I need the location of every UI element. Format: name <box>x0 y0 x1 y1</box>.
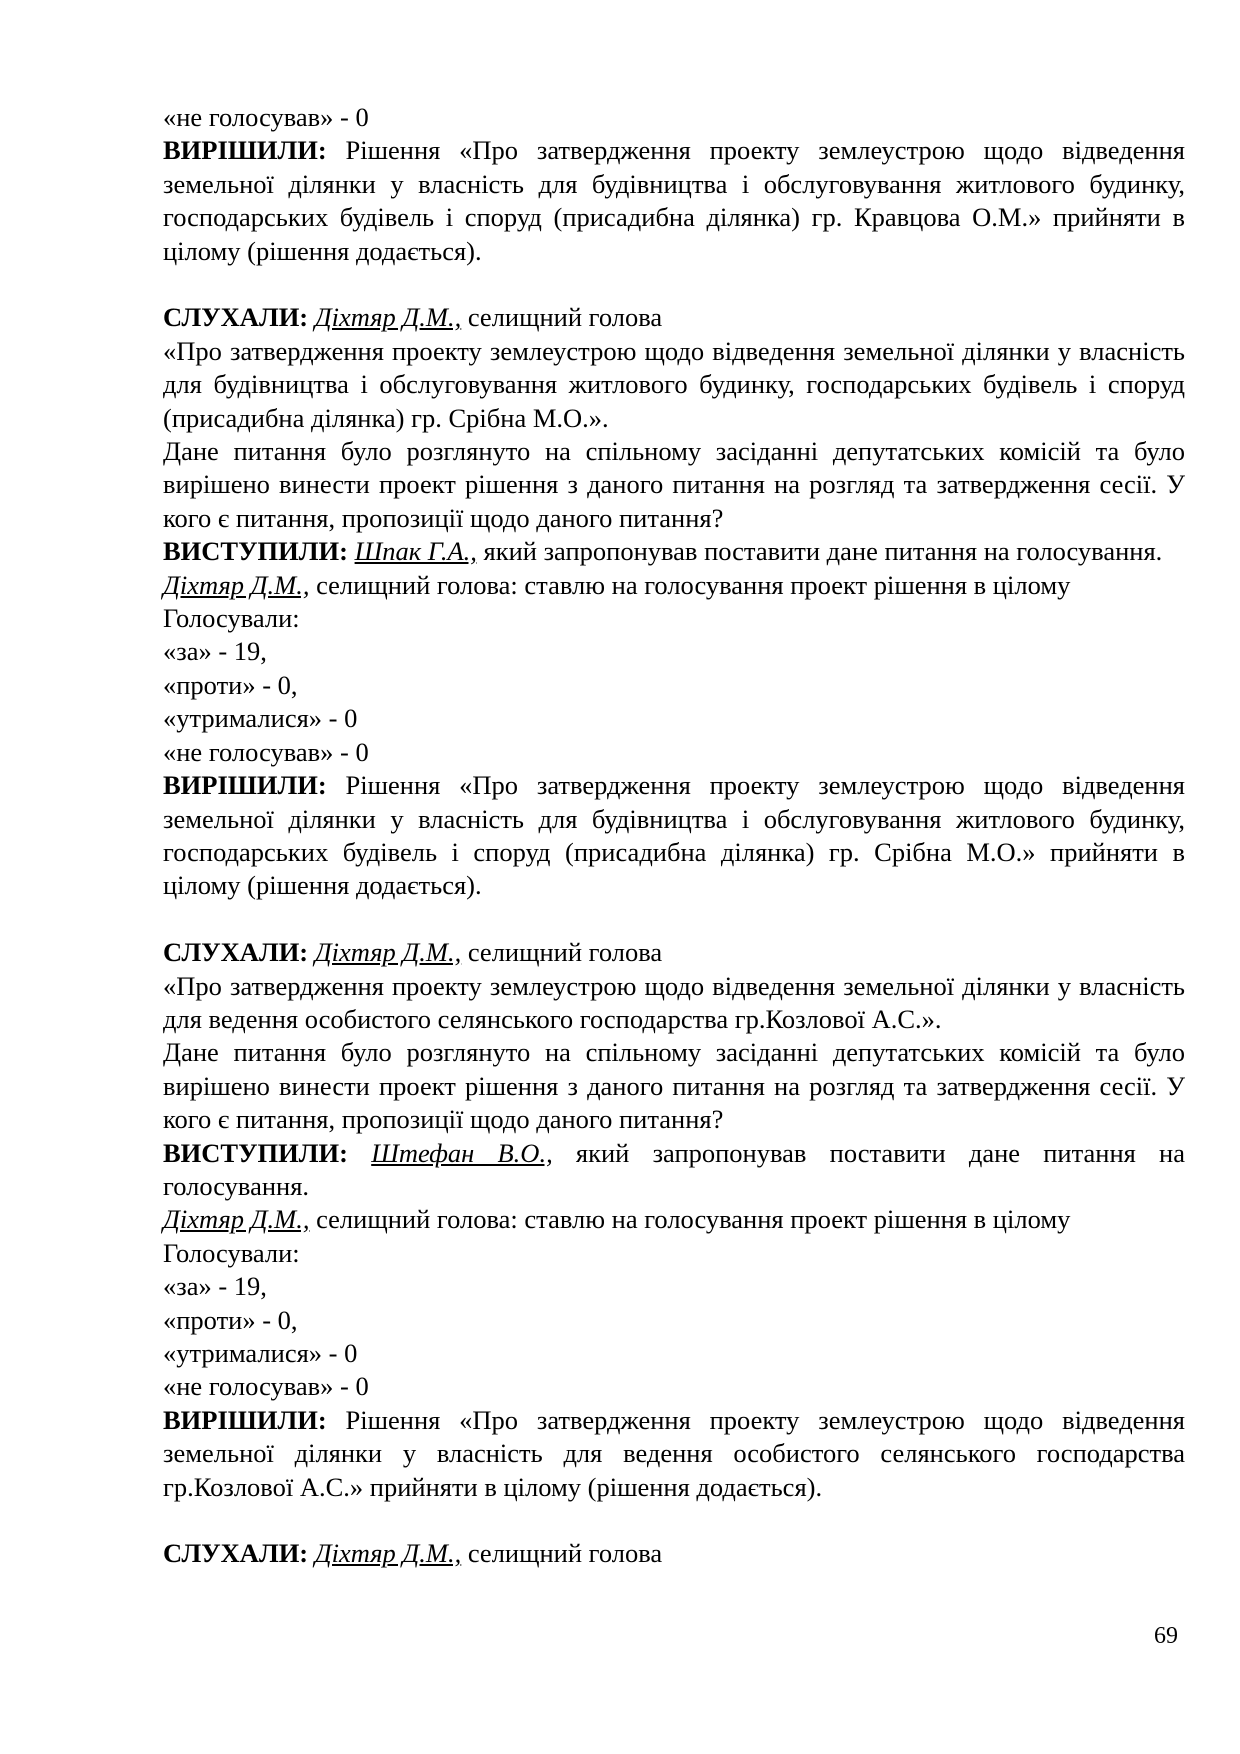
heard-label: СЛУХАЛИ: <box>163 937 309 968</box>
speaker-role: селищний голова <box>461 1538 663 1569</box>
spoke-name: Шпак Г.А., <box>354 536 477 567</box>
heard-label: СЛУХАЛИ: <box>163 1538 309 1569</box>
spoke-paragraph <box>163 1137 1185 1204</box>
section-gap <box>163 268 1185 301</box>
heard-line <box>163 936 1185 969</box>
vote-abstain: «утрималися» - 0 <box>163 703 358 734</box>
speaker-role: селищний голова <box>461 937 663 968</box>
chair-line <box>163 1203 1185 1236</box>
vote-for: «за» - 19, <box>163 636 267 667</box>
vote-against: «проти» - 0, <box>163 669 298 700</box>
spoke-label: ВИСТУПИЛИ: <box>163 536 348 567</box>
votes-title: Голосували: <box>163 1237 300 1268</box>
decision-text: Рішення «Про затвердження проекту землеустрою щодо відведення земельної ділянки у власність для ведення особистого селянського господарства гр.Козлової А.С.» прийняти в цілому (рішення додається). <box>163 1404 1185 1502</box>
vote-against: «проти» - 0, <box>163 1304 298 1335</box>
spoke-text: який запропонував поставити дане питання на голосування. <box>476 536 1163 567</box>
intro-paragraph: Дане питання було розглянуто на спільному засіданні депутатських комісій та було вирішено винести проект рішення з даного питання на розгляд та затвердження сесії. У кого є питання, пропозиції щодо даного питання? <box>163 436 1185 533</box>
decision-text: Рішення «Про затвердження проекту землеустрою щодо відведення земельної ділянки у власність для будівництва і обслуговування житлового будинку, господарських будівель і споруд (присадибна ділянка) гр. Кравцова О.М.» прийняти в цілому (рішення додається). <box>163 135 1185 266</box>
decided-label: ВИРІШИЛИ: <box>163 1404 327 1435</box>
document-page <box>163 101 1185 1571</box>
speaker-role: селищний голова <box>461 302 663 333</box>
section-gap <box>163 1504 1185 1537</box>
vote-none-line: «не голосував» - 0 <box>163 102 369 132</box>
decision-paragraph <box>163 1404 1185 1504</box>
decision-text: Рішення «Про затвердження проекту землеустрою щодо відведення земельної ділянки у власність для будівництва і обслуговування житлового будинку, господарських будівель і споруд (присадибна ділянка) гр. Срібна М.О.» прийняти в цілому (рішення додається). <box>163 770 1185 901</box>
chair-name: Діхтяр Д.М., <box>163 1204 310 1235</box>
spoke-paragraph <box>163 535 1185 568</box>
vote-abstain: «утрималися» - 0 <box>163 1338 358 1368</box>
spoke-text: який запропонував поставити дане питання на голосування. <box>163 1137 1185 1201</box>
spoke-label: ВИСТУПИЛИ: <box>163 1137 348 1168</box>
decision-paragraph <box>163 134 1185 268</box>
chair-text: селищний голова: ставлю на голосування проект рішення в цілому <box>309 1204 1071 1235</box>
chair-name: Діхтяр Д.М., <box>163 569 310 600</box>
speaker-name: Діхтяр Д.М., <box>314 302 462 333</box>
decision-paragraph <box>163 769 1185 903</box>
chair-line <box>163 569 1185 602</box>
chair-text: селищний голова: ставлю на голосування проект рішення в цілому <box>309 569 1071 600</box>
topic-paragraph: «Про затвердження проекту землеустрою щодо відведення земельної ділянки у власність для ведення особистого селянського господарства гр.Козлової А.С.». <box>163 970 1185 1034</box>
page-number: 69 <box>1154 1623 1178 1649</box>
heard-line <box>163 301 1185 334</box>
spoke-name: Штефан В.О., <box>371 1137 553 1168</box>
vote-for: «за» - 19, <box>163 1271 267 1302</box>
heard-line <box>163 1537 1185 1570</box>
intro-paragraph: Дане питання було розглянуто на спільному засіданні депутатських комісій та було вирішено винести проект рішення з даного питання на розгляд та затвердження сесії. У кого є питання, пропозиції щодо даного питання? <box>163 1037 1185 1135</box>
section-gap <box>163 903 1185 936</box>
votes-title: Голосували: <box>163 603 300 634</box>
vote-none: «не голосував» - 0 <box>163 736 369 767</box>
decided-label: ВИРІШИЛИ: <box>163 135 327 166</box>
heard-label: СЛУХАЛИ: <box>163 302 309 333</box>
vote-none: «не голосував» - 0 <box>163 1371 369 1402</box>
speaker-name: Діхтяр Д.М., <box>314 937 462 968</box>
decided-label: ВИРІШИЛИ: <box>163 770 327 801</box>
topic-paragraph: «Про затвердження проекту землеустрою щодо відведення земельної ділянки у власність для будівництва і обслуговування житлового будинку, господарських будівель і споруд (присадибна ділянка) гр. Срібна М.О.». <box>163 335 1185 433</box>
speaker-name: Діхтяр Д.М., <box>314 1538 462 1569</box>
